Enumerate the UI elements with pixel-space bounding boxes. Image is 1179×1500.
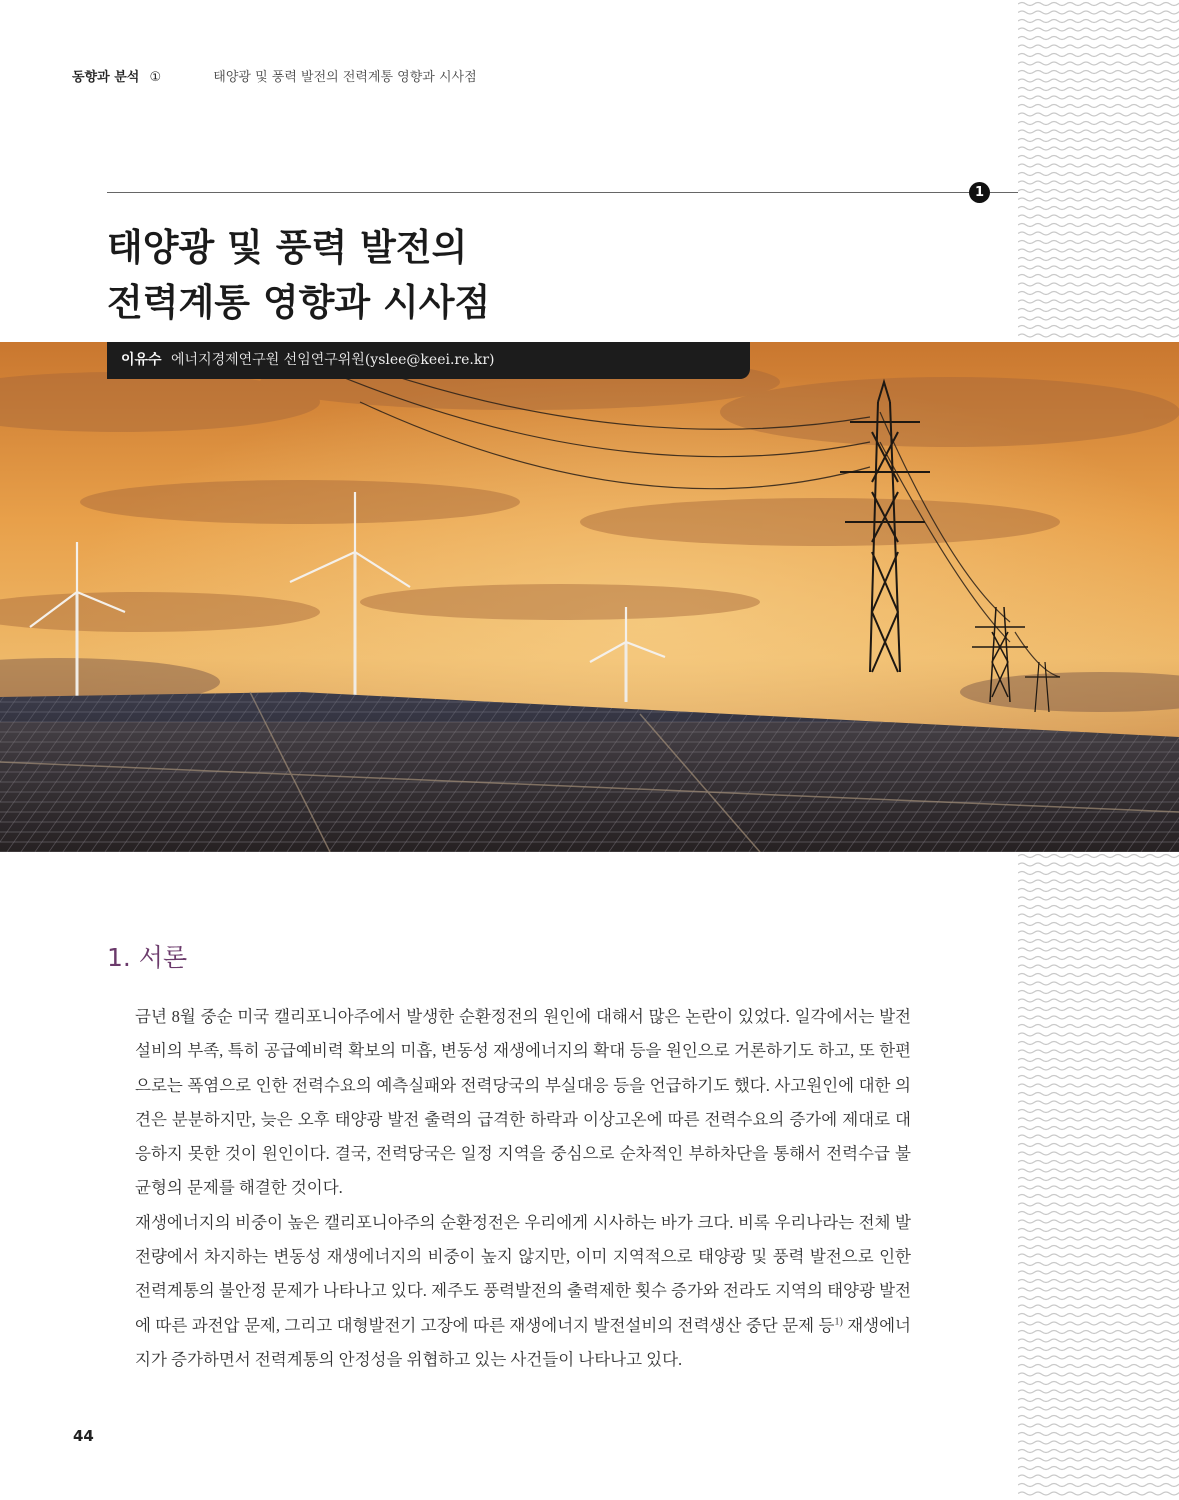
- wave-line: [1018, 889, 1179, 892]
- wave-line: [1018, 198, 1179, 201]
- wave-line: [1018, 54, 1179, 57]
- wave-line: [1018, 1365, 1179, 1368]
- wave-line: [1018, 1229, 1179, 1232]
- wave-line: [1018, 1008, 1179, 1011]
- wave-line: [1018, 1254, 1179, 1257]
- wave-line: [1018, 1152, 1179, 1155]
- author-bar: [107, 342, 750, 379]
- wave-line: [1018, 923, 1179, 926]
- wave-line: [1018, 1492, 1179, 1495]
- wave-line: [1018, 1407, 1179, 1410]
- hero-image-solar-wind-pylons: [0, 342, 1179, 852]
- wave-line: [1018, 1331, 1179, 1334]
- wave-line: [1018, 79, 1179, 82]
- wave-line: [1018, 232, 1179, 235]
- wave-line: [1018, 122, 1179, 125]
- wave-line: [1018, 974, 1179, 977]
- wave-line: [1018, 1399, 1179, 1402]
- wave-line: [1018, 1305, 1179, 1308]
- running-head-section-number: ①: [149, 70, 162, 85]
- wave-line: [1018, 1263, 1179, 1266]
- decorative-wave-pattern-top: [1018, 0, 1179, 342]
- wave-line: [1018, 139, 1179, 142]
- title-rule: [107, 192, 969, 193]
- body-paragraph-2-text: 재생에너지의 비중이 높은 캘리포니아주의 순환정전은 우리에게 시사하는 바가 크다. 비록 우리나라는 전체 발전량에서 차지하는 변동성 재생에너지의 비중이 높지 않지만, 이미 지역적으로 태양광 및 풍력 발전으로 인한 전력계통의 불안정 문제가 나타나고 있다. 제주도 풍력발전의 출력제한 횟수 증가와 전라도 지역의 태양광 발전에 따른 과전압 문제, 그리고 대형발전기 고장에 따른 재생에너지 발전설비의 전력생산 중단 문제 등: [135, 1212, 911, 1335]
- wave-line: [1018, 1246, 1179, 1249]
- wave-line: [1018, 1297, 1179, 1300]
- wave-line: [1018, 130, 1179, 133]
- wave-line: [1018, 1348, 1179, 1351]
- wave-line: [1018, 28, 1179, 31]
- wave-line: [1018, 982, 1179, 985]
- wave-line: [1018, 334, 1179, 337]
- wave-line: [1018, 1161, 1179, 1164]
- wave-line: [1018, 1416, 1179, 1419]
- wave-line: [1018, 1424, 1179, 1427]
- wave-line: [1018, 11, 1179, 14]
- wave-line: [1018, 266, 1179, 269]
- wave-line: [1018, 1016, 1179, 1019]
- running-head: [72, 66, 477, 85]
- wave-line: [1018, 1433, 1179, 1436]
- footnote-marker[interactable]: 1): [834, 1316, 843, 1328]
- wave-line: [1018, 1118, 1179, 1121]
- body-paragraph-2: [135, 1206, 911, 1377]
- wave-line: [1018, 931, 1179, 934]
- wave-line: [1018, 3, 1179, 6]
- wave-line: [1018, 113, 1179, 116]
- wave-line: [1018, 181, 1179, 184]
- wave-line: [1018, 156, 1179, 159]
- wave-line: [1018, 147, 1179, 150]
- wave-line: [1018, 1101, 1179, 1104]
- wave-line: [1018, 71, 1179, 74]
- wave-line: [1018, 1025, 1179, 1028]
- wave-line: [1018, 965, 1179, 968]
- wave-line: [1018, 249, 1179, 252]
- wave-line: [1018, 1458, 1179, 1461]
- wave-line: [1018, 241, 1179, 244]
- body-paragraph-2-continued: 재생에너지가 증가하면서 전력계통의 안정성을 위협하고 있는 사건들이 나타나고 있다.: [135, 1315, 911, 1369]
- wave-line: [1018, 173, 1179, 176]
- wave-line: [1018, 1390, 1179, 1393]
- wave-line: [1018, 948, 1179, 951]
- wave-line: [1018, 275, 1179, 278]
- wave-line: [1018, 1042, 1179, 1045]
- wave-line: [1018, 1356, 1179, 1359]
- wave-line: [1018, 1322, 1179, 1325]
- wave-line: [1018, 1441, 1179, 1444]
- wave-line: [1018, 1373, 1179, 1376]
- wave-line: [1018, 906, 1179, 909]
- article-body: [135, 1000, 911, 1377]
- wave-line: [1018, 1144, 1179, 1147]
- section-heading: 1. 서론: [107, 943, 188, 972]
- wave-line: [1018, 45, 1179, 48]
- wave-line: [1018, 1135, 1179, 1138]
- wave-line: [1018, 914, 1179, 917]
- wave-line: [1018, 1467, 1179, 1470]
- wave-line: [1018, 1110, 1179, 1113]
- title-rule-tail: [990, 192, 1018, 193]
- wave-line: [1018, 1050, 1179, 1053]
- wave-line: [1018, 999, 1179, 1002]
- wave-line: [1018, 1339, 1179, 1342]
- wave-line: [1018, 880, 1179, 883]
- article-title-line-1: 태양광 및 풍력 발전의: [107, 226, 468, 269]
- wave-line: [1018, 1288, 1179, 1291]
- wave-line: [1018, 1220, 1179, 1223]
- wave-line: [1018, 105, 1179, 108]
- wave-line: [1018, 1271, 1179, 1274]
- wave-line: [1018, 1127, 1179, 1130]
- wave-line: [1018, 326, 1179, 329]
- wave-line: [1018, 1382, 1179, 1385]
- wave-line: [1018, 1212, 1179, 1215]
- wave-line: [1018, 317, 1179, 320]
- wave-line: [1018, 940, 1179, 943]
- wave-line: [1018, 855, 1179, 858]
- author-affiliation: 에너지경제연구원 선임연구위원(yslee@keei.re.kr): [171, 352, 495, 368]
- wave-line: [1018, 224, 1179, 227]
- article-title-line-2: 전력계통 영향과 시사점: [107, 281, 491, 324]
- wave-line: [1018, 88, 1179, 91]
- running-head-section: 동향과 분석: [72, 70, 140, 85]
- article-title: [107, 220, 490, 330]
- wave-line: [1018, 1314, 1179, 1317]
- wave-line: [1018, 20, 1179, 23]
- wave-line: [1018, 1059, 1179, 1062]
- body-paragraph-1: 금년 8월 중순 미국 캘리포니아주에서 발생한 순환정전의 원인에 대해서 많은 논란이 있었다. 일각에서는 발전설비의 부족, 특히 공급예비력 확보의 미흡, 변동성 재생에너지의 확대 등을 원인으로 거론하기도 하고, 또 한편으로는 폭염으로 인한 전력수요의 예측실패와 전력당국의 부실대응 등을 언급하기도 했다. 사고원인에 대한 의견은 분분하지만, 늦은 오후 태양광 발전 출력의 급격한 하락과 이상고온에 따른 전력수요의 증가에 제대로 대응하지 못한 것이 원인이다. 결국, 전력당국은 일정 지역을 중심으로 순차적인 부하차단을 통해서 전력수급 불균형의 문제를 해결한 것이다.: [135, 1007, 911, 1198]
- wave-line: [1018, 1093, 1179, 1096]
- wave-line: [1018, 1169, 1179, 1172]
- wave-line: [1018, 897, 1179, 900]
- author-name: 이유수: [121, 352, 162, 368]
- wave-line: [1018, 207, 1179, 210]
- wave-line: [1018, 292, 1179, 295]
- wave-line: [1018, 1484, 1179, 1487]
- wave-line: [1018, 1280, 1179, 1283]
- wave-line: [1018, 957, 1179, 960]
- page-number: 44: [73, 1427, 94, 1445]
- wave-line: [1018, 1475, 1179, 1478]
- wave-line: [1018, 872, 1179, 875]
- wave-line: [1018, 1084, 1179, 1087]
- wave-line: [1018, 1186, 1179, 1189]
- wave-line: [1018, 1033, 1179, 1036]
- wave-line: [1018, 300, 1179, 303]
- wave-line: [1018, 62, 1179, 65]
- wave-line: [1018, 309, 1179, 312]
- wave-line: [1018, 1450, 1179, 1453]
- running-head-article-title: 태양광 및 풍력 발전의 전력계통 영향과 시사점: [213, 70, 477, 85]
- wave-line: [1018, 283, 1179, 286]
- wave-line: [1018, 1203, 1179, 1206]
- wave-line: [1018, 190, 1179, 193]
- wave-line: [1018, 1076, 1179, 1079]
- wave-line: [1018, 1237, 1179, 1240]
- wave-line: [1018, 215, 1179, 218]
- wave-line: [1018, 164, 1179, 167]
- wave-line: [1018, 991, 1179, 994]
- wave-line: [1018, 863, 1179, 866]
- decorative-wave-pattern-bottom: [1018, 852, 1179, 1500]
- wave-line: [1018, 1195, 1179, 1198]
- wave-line: [1018, 1178, 1179, 1181]
- wave-line: [1018, 96, 1179, 99]
- wave-line: [1018, 258, 1179, 261]
- wave-line: [1018, 1067, 1179, 1070]
- wave-line: [1018, 37, 1179, 40]
- article-number-badge: 1: [969, 182, 990, 203]
